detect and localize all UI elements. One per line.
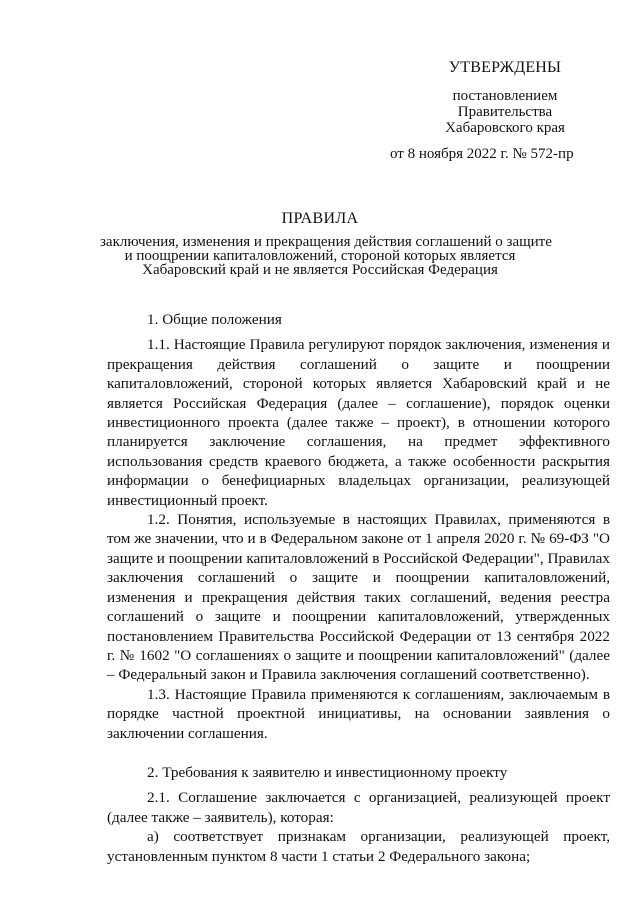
- paragraph: а) соответствует признакам организации, реализующей проект, установленным пунктом 8 части 1 статьи 2 Федерального закона;: [107, 828, 610, 865]
- approval-date: от 8 ноября 2022 г. № 572-пр: [390, 146, 574, 162]
- paragraph: 1.3. Настоящие Правила применяются к соглашениям, заключаемым в порядке частной проектной инициативы, на основании заявления о заключении соглашения.: [107, 685, 610, 742]
- subtitle-line: заключения, изменения и прекращения действия соглашений о защите: [100, 234, 552, 250]
- approval-stamp: [390, 60, 620, 162]
- section-heading: 2. Требования к заявителю и инвестиционному проекту: [147, 763, 508, 781]
- approval-line-1: постановлением: [452, 88, 558, 104]
- document-subtitle: [100, 234, 552, 278]
- paragraph: 2.1. Соглашение заключается с организацией, реализующей проект (далее также – заявитель), которая:: [107, 789, 610, 826]
- document-body: [107, 310, 610, 866]
- approval-title: УТВЕРЖДЕНЫ: [448, 59, 562, 76]
- approval-line-2: Правительства: [457, 104, 553, 120]
- approval-line-3: Хабаровского края: [445, 120, 565, 136]
- subtitle-line: Хабаровский край и не является Российская Федерация: [142, 262, 498, 278]
- document-title: ПРАВИЛА: [281, 210, 359, 227]
- paragraph: 1.1. Настоящие Правила регулируют порядок заключения, изменения и прекращения действия соглашений о защите и поощрении капиталовложений, стороной которых является Хабаровский край и не является Российская Федерация (далее – соглашение), порядок оценки инвестиционного проекта (далее также – проект), в отношении которого планируется заключение соглашения, на предмет эффективного использования средств краевого бюджета, а также особенности раскрытия информации о бенефициарных владельцах организации, реализующей инвестиционный проект.: [107, 336, 610, 509]
- section-heading: 1. Общие положения: [147, 311, 282, 328]
- subtitle-line: и поощрении капиталовложений, стороной которых является: [124, 248, 516, 264]
- paragraph: 1.2. Понятия, используемые в настоящих Правилах, применяются в том же значении, что и в Федеральном законе от 1 апреля 2020 г. № 69-ФЗ "О защите и поощрении капиталовложений в Российской Федерации", Правилах заключения соглашений о защите и поощрении капиталовложений, изменения и прекращения действия таких соглашений, ведения реестра соглашений о защите и поощрении капиталовложений, утвержденных постановлением Правительства Российской Федерации от 13 сентября 2022 г. № 1602 "О соглашениях о защите и поощрении капиталовложений" (далее – Федеральный закон и Правила заключения соглашений соответственно).: [107, 511, 610, 684]
